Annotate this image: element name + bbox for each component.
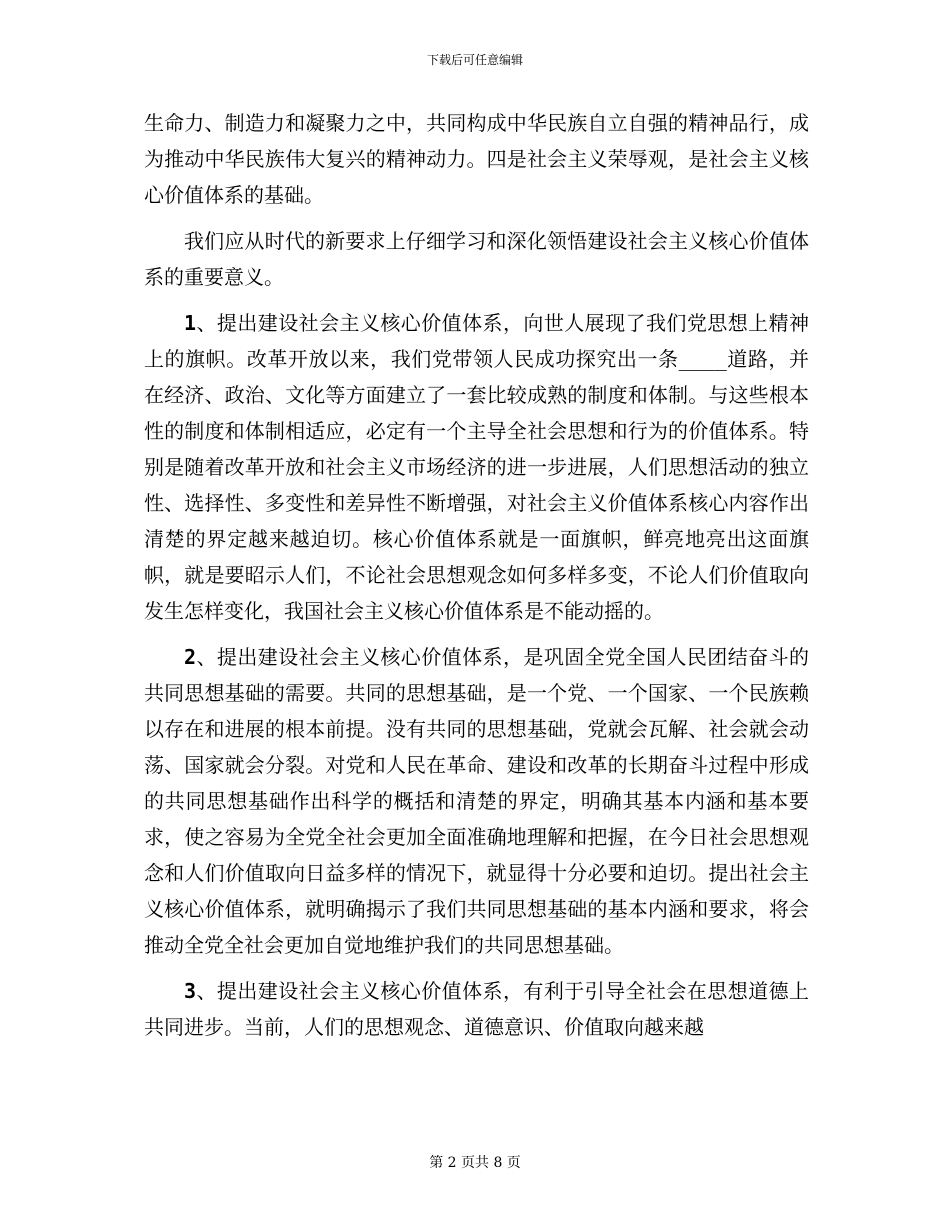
paragraph-point-2 [144,639,809,963]
paragraph-point-1 [144,305,809,629]
header-note: 下载后可任意编辑 [426,53,523,67]
point-text: 、提出建设社会主义核心价值体系，是巩固全党全国人民团结奋斗的共同思想基础的需要。共同的思想基础，是一个党、一个国家、一个民族赖以存在和进展的根本前提。没有共同的思想基础，党就会瓦解、社会就会动荡、国家就会分裂。对党和人民在革命、建设和改革的长期奋斗过程中形成的共同思想基础作出科学的概括和清楚的界定，明确其基本内涵和基本要求，使之容易为全党全社会更加全面准确地理解和把握，在今日社会思想观念和人们价值取向日益多样的情况下，就显得十分必要和迫切。提出社会主义核心价值体系，就明确揭示了我们共同思想基础的基本内涵和要求，将会推动全党全社会更加自觉地维护我们的共同思想基础。 [144,645,809,957]
document-body [144,105,809,1045]
paragraph-continuation: 生命力、制造力和凝聚力之中，共同构成中华民族自立自强的精神品行，成为推动中华民族伟大复兴的精神动力。四是社会主义荣辱观，是社会主义核心价值体系的基础。 [144,111,809,207]
page-indicator: 第 2 页共 8 页 [429,1155,521,1171]
paragraph-point-3 [144,973,809,1045]
point-text: 、提出建设社会主义核心价值体系，有利于引导全社会在思想道德上共同进步。当前，人们的思想观念、道德意识、价值取向越来越 [144,979,809,1039]
point-number: 2 [184,645,197,669]
paragraph-intro: 我们应从时代的新要求上仔细学习和深化领悟建设社会主义核心价值体系的重要意义。 [144,229,809,289]
point-number: 1 [184,311,197,335]
point-number: 3 [184,979,197,1003]
point-text: 、提出建设社会主义核心价值体系，向世人展现了我们党思想上精神上的旗帜。改革开放以来，我们党带领人民成功探究出一条____道路，并在经济、政治、文化等方面建立了一套比较成熟的制度和体制。与这些根本性的制度和体制相适应，必定有一个主导全社会思想和行为的价值体系。特别是随着改革开放和社会主义市场经济的进一步进展，人们思想活动的独立性、选择性、多变性和差异性不断增强，对社会主义价值体系核心内容作出清楚的界定越来越迫切。核心价值体系就是一面旗帜，鲜亮地亮出这面旗帜，就是要昭示人们，不论社会思想观念如何多样多变，不论人们价值取向发生怎样变化，我国社会主义核心价值体系是不能动摇的。 [144,311,809,623]
